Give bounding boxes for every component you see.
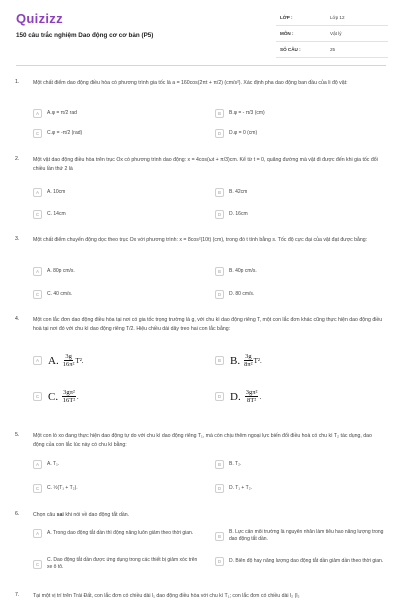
option-text: D. 80 cm/s. [229, 291, 255, 297]
option-badge: D [215, 129, 224, 138]
option-c[interactable] [33, 484, 78, 493]
option-c[interactable] [33, 129, 82, 138]
question-text: Một vật dao động điều hòa trên trục Ox có phương trình dao động: x = 4cos(ωt + π/3)cm. Kể từ t = 0, quãng đường mà vật đi được đến khi gia tốc đổi chiều lần thứ 2 là [33, 157, 378, 172]
option-badge: A [33, 356, 42, 365]
option-badge: A [33, 188, 42, 197]
meta-value: Lớp 12 [330, 15, 345, 20]
option-c[interactable] [33, 389, 79, 404]
fraction [244, 353, 253, 368]
question-text-part: Chọn câu [33, 512, 57, 518]
option-text: C. 40 cm/s. [47, 291, 73, 297]
option-text: B. 40p cm/s. [229, 268, 257, 274]
denominator: 8π² [244, 361, 253, 368]
option-text: A. 80p cm/s. [47, 268, 75, 274]
numerator: 3gπ² [245, 389, 258, 396]
option-letter: A. [48, 354, 59, 367]
option-text: D. 16cm [229, 211, 248, 217]
option-text: A.φ = π/2 rad [47, 110, 77, 116]
option-b[interactable] [215, 109, 265, 118]
meta-row-subject [276, 26, 388, 42]
option-text: B. T₂. [229, 461, 242, 467]
option-badge: B [215, 267, 224, 276]
option-b[interactable] [215, 188, 247, 197]
option-badge: B [215, 460, 224, 469]
header-divider [16, 65, 386, 66]
option-d[interactable] [215, 129, 257, 138]
fraction [63, 353, 75, 368]
option-badge: C [33, 560, 42, 569]
question-number: 6. [15, 511, 20, 517]
option-text: C.φ = -π/2 (rad) [47, 130, 83, 136]
option-text: A. T₁. [47, 461, 60, 467]
question-text-part: khi nói về dao động tắt dần. [63, 512, 130, 518]
option-formula [230, 389, 261, 404]
meta-row-class [276, 10, 388, 26]
question-number: 5. [15, 432, 20, 438]
option-text: C. ½(T₁ + T₂). [47, 485, 78, 491]
option-d[interactable] [215, 389, 261, 404]
option-a[interactable] [33, 353, 84, 368]
question-number: 7. [15, 592, 20, 598]
fraction [245, 389, 262, 404]
option-text: A. 10cm [47, 189, 66, 195]
option-c[interactable] [33, 210, 66, 219]
option-b[interactable] [215, 267, 257, 276]
option-badge: A [33, 109, 42, 118]
option-formula [48, 389, 79, 404]
question-text: Một chất điểm chuyển động dọc theo trục Ox với phương trình: x = 8cos²(10t) (cm), trong đó t tính bằng s. Tốc độ cực đại của vật đạt được bằng: [33, 237, 368, 243]
question-text: Một chất điểm dao động điều hòa có phương trình gia tốc là a = 160cos(2πt + π/2) (cm/s²). Xác định pha dao động ban đầu của li độ vật: [33, 80, 348, 86]
option-letter: D. [230, 390, 241, 403]
option-badge: D [215, 210, 224, 219]
question-number: 1. [15, 79, 20, 85]
option-formula [48, 353, 84, 368]
option-text: B. 42cm [229, 189, 248, 195]
numerator: 3g [245, 353, 252, 360]
meta-label: LỚP : [280, 15, 293, 20]
option-badge: A [33, 267, 42, 276]
option-text: A. Trong dao động tắt dần thì động năng luôn giảm theo thời gian. [47, 530, 194, 536]
option-badge: C [33, 484, 42, 493]
option-a[interactable] [33, 460, 59, 469]
denominator: 8T² [246, 397, 257, 404]
option-c[interactable] [33, 290, 72, 299]
option-text: B. Lực cản môi trường là nguyên nhân làm tiêu hao năng lượng trong dao động tắt dần. [229, 529, 384, 542]
option-text: D.φ = 0 (cm) [229, 130, 258, 136]
option-text: D. Biên độ hay năng lượng dao động tắt dần giảm dần theo thời gian. [229, 558, 384, 564]
option-badge: C [33, 392, 42, 401]
meta-value: 25 [330, 47, 336, 52]
option-badge: B [215, 356, 224, 365]
option-b[interactable] [215, 529, 385, 543]
option-d[interactable] [215, 290, 254, 299]
option-badge: C [33, 129, 42, 138]
option-badge: B [215, 188, 224, 197]
option-a[interactable] [33, 529, 203, 538]
option-a[interactable] [33, 188, 65, 197]
option-badge: D [215, 557, 224, 566]
option-badge: D [215, 484, 224, 493]
option-b[interactable] [215, 353, 262, 368]
option-a[interactable] [33, 109, 77, 118]
option-d[interactable] [215, 484, 252, 493]
option-text: D. T₁ + T₂. [229, 485, 253, 491]
question-number: 4. [15, 316, 20, 322]
option-text: C. 14cm [47, 211, 66, 217]
option-badge: A [33, 460, 42, 469]
worksheet-header [0, 0, 400, 62]
meta-label: MÔN : [280, 31, 294, 36]
question-number: 2. [15, 156, 20, 162]
question-text: Một con lò xo đang thực hiện dao động tự do với chu kì dao động riêng T₁, mà còn chịu thêm ngoại lực biến đổi điều hoà có chu kì T₂ tác dụng, dao động của con lắc lúc này có chu kì bằng: [33, 433, 372, 448]
formula-tail: T². [75, 356, 84, 365]
option-badge: A [33, 529, 42, 538]
option-badge: C [33, 210, 42, 219]
option-badge: C [33, 290, 42, 299]
question-text: Tại một vị trí trên Trái Đất, con lắc đơn có chiều dài l₁ dao động điều hòa với chu kì T₁; con lắc đơn có chiều dài l₂ (l₂ [33, 593, 300, 599]
worksheet-meta [276, 10, 388, 58]
option-c[interactable] [33, 557, 203, 571]
formula-tail: . [76, 392, 79, 401]
meta-label: SỐ CÂU : [280, 47, 301, 52]
option-formula [230, 353, 262, 368]
option-d[interactable] [215, 557, 385, 566]
option-badge: B [215, 109, 224, 118]
quizizz-logo: Quizizz [16, 11, 63, 26]
meta-row-count [276, 42, 388, 58]
option-text: C. Dao động tắt dần được ứng dụng trong các thiết bị giảm xóc trên xe ô tô. [47, 557, 198, 570]
question-text-emphasis: sai [56, 512, 64, 518]
option-badge: B [215, 532, 224, 541]
formula-tail: . [259, 392, 262, 401]
option-b[interactable] [215, 460, 241, 469]
numerator: 3g [65, 353, 72, 360]
meta-value: Vật lý [330, 31, 342, 36]
option-letter: B. [230, 354, 241, 367]
option-text: B.φ = - π/3 (cm) [229, 110, 265, 116]
numerator: 3gπ² [63, 389, 75, 396]
option-d[interactable] [215, 210, 248, 219]
option-letter: C. [48, 390, 59, 403]
fraction [62, 389, 76, 404]
denominator: 16T² [62, 397, 76, 404]
question-text [33, 511, 383, 520]
formula-tail: T². [253, 356, 262, 365]
option-badge: D [215, 290, 224, 299]
denominator: 16π² [62, 361, 75, 368]
question-number: 3. [15, 236, 20, 242]
option-badge: D [215, 392, 224, 401]
worksheet-title: 150 câu trắc nghiệm Dao động cơ cơ bản (P5) [16, 32, 154, 39]
option-a[interactable] [33, 267, 75, 276]
question-text: Một con lắc đơn dao động điều hòa tại nơi có gia tốc trọng trường là g, với chu kì dao động riêng T, một con lắc đơn khác cũng thực hiện dao động điều hoà tại nơi đó với chu kì dao động riêng T/2. Hiệu chiều dài dây treo hai con lắc bằng: [33, 317, 383, 332]
